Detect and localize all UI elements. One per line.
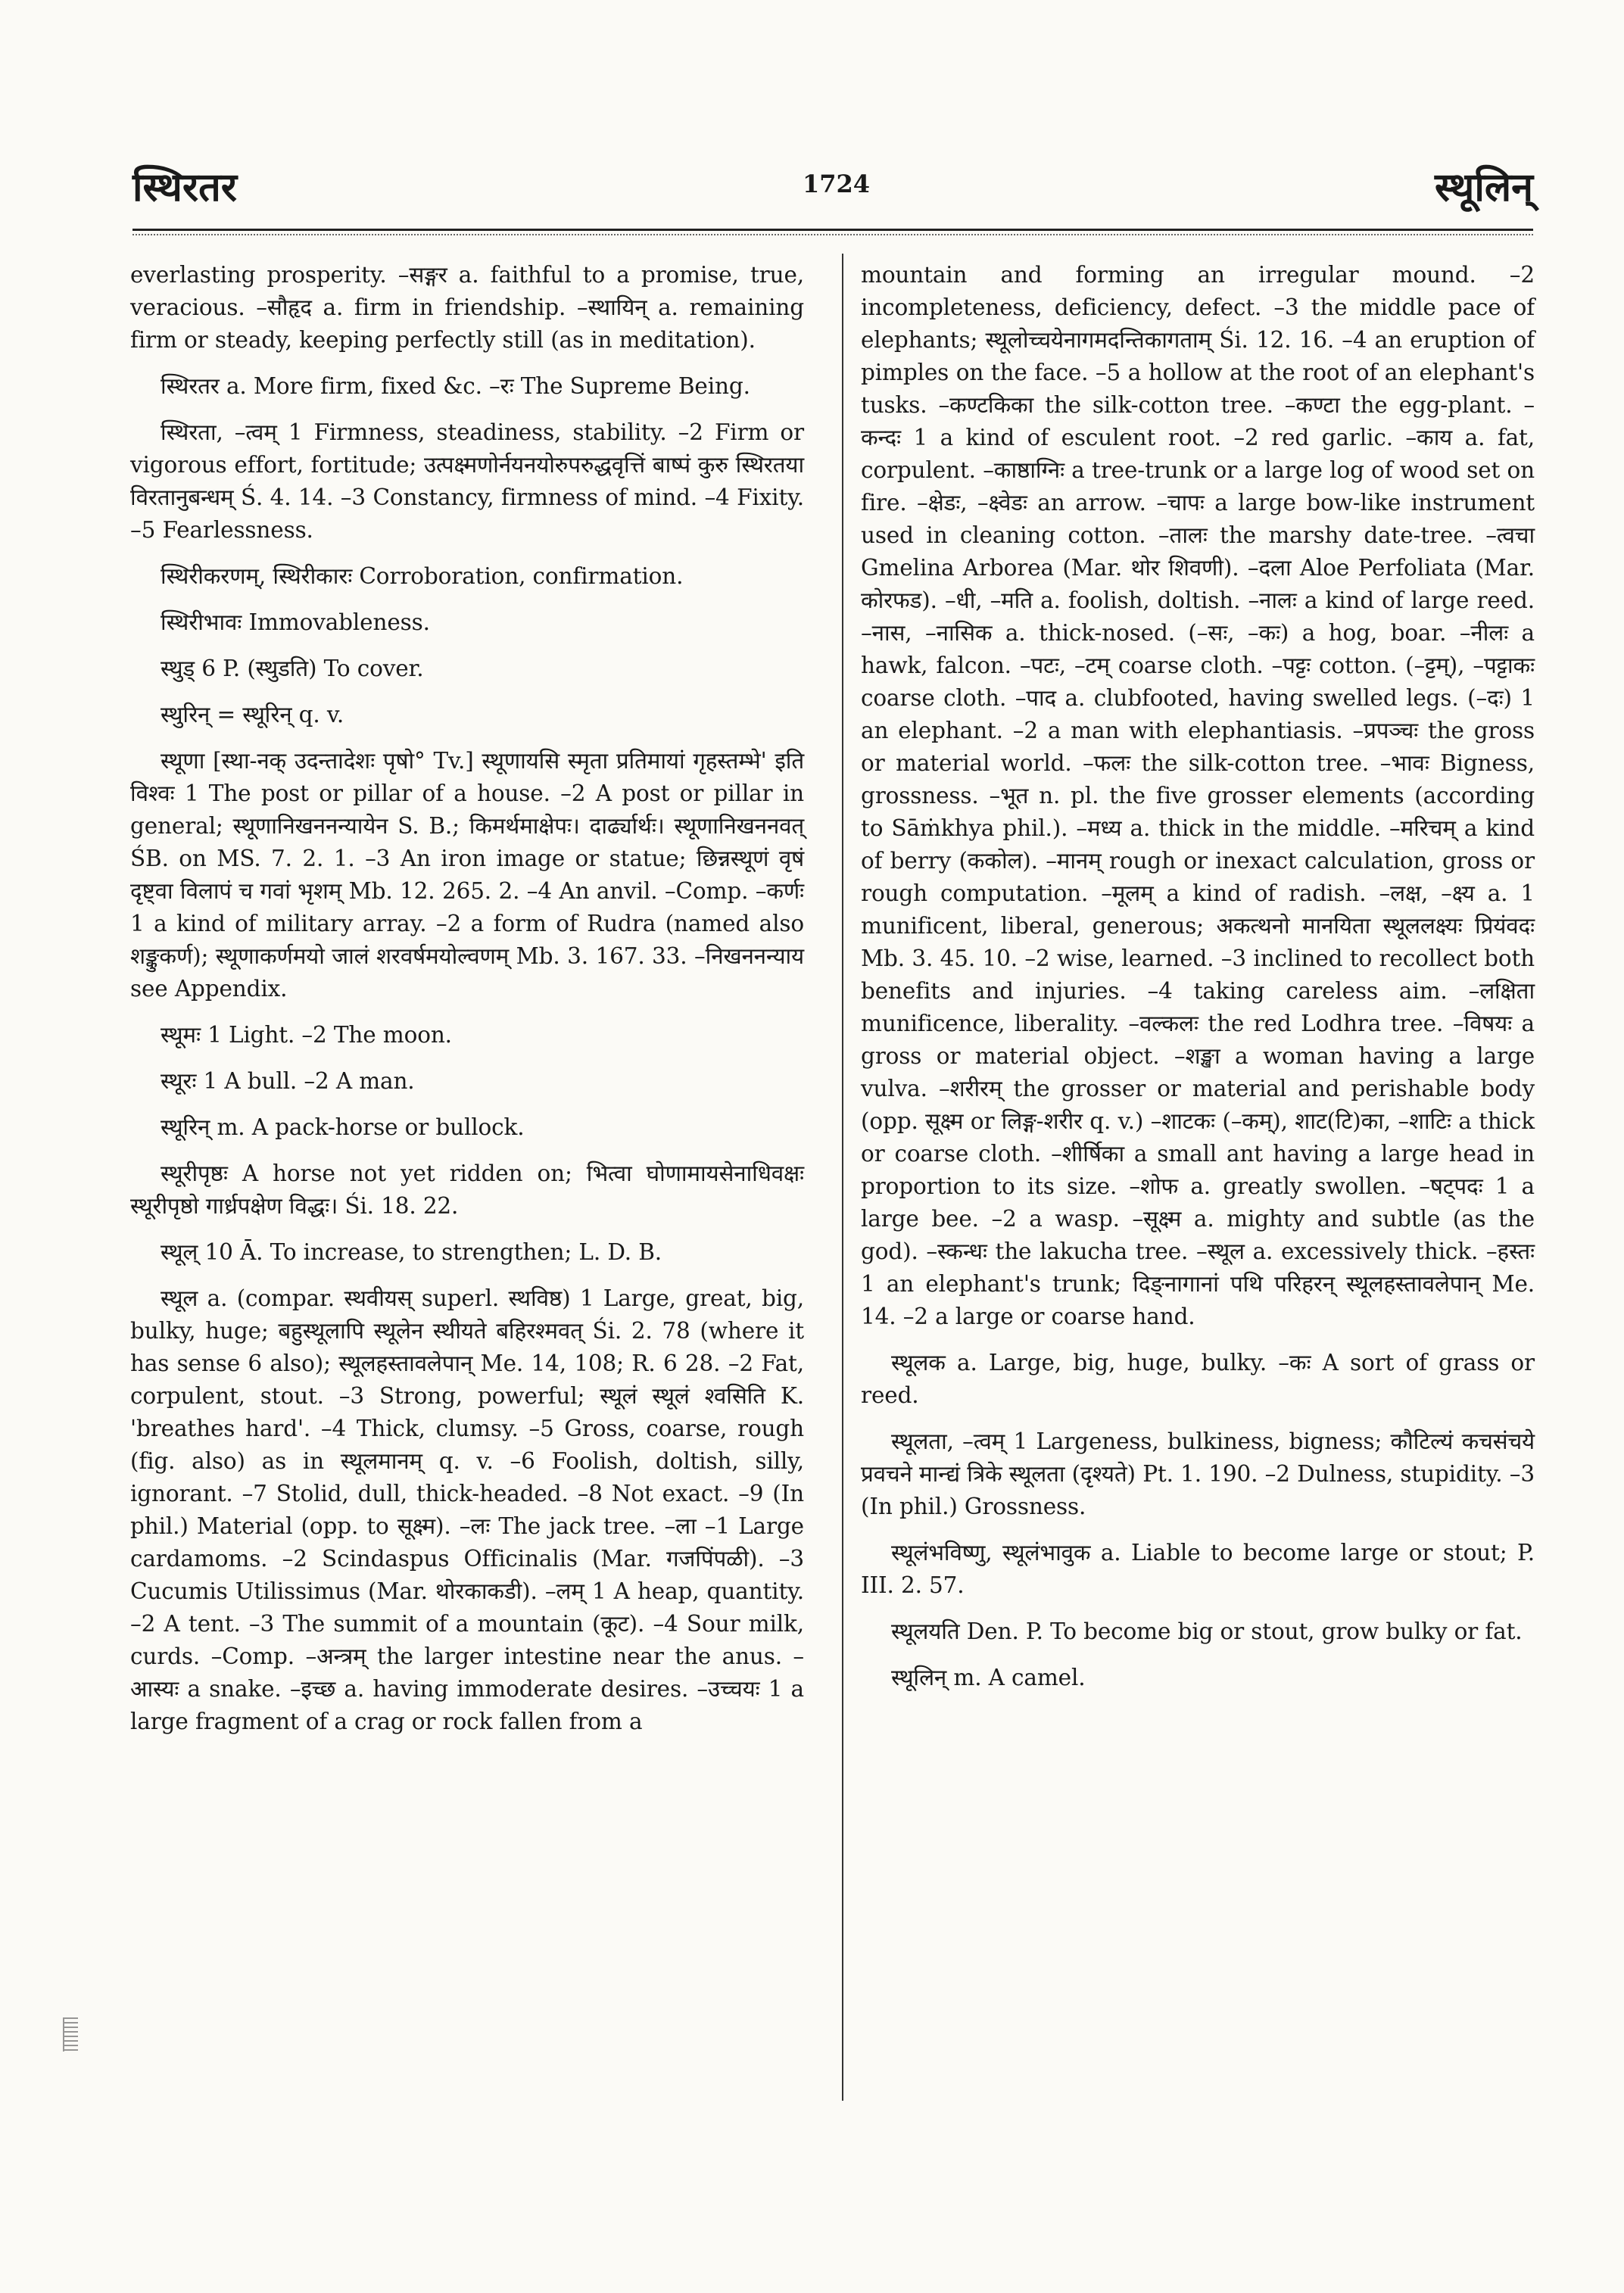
- dictionary-entry: स्थूलंभविष्णु, स्थूलंभावुक a. Liable to become large or stout; P. III. 2. 57.: [861, 1540, 1535, 1598]
- dictionary-entry: स्थिरतर a. More firm, fixed &c. –रः The Supreme Being.: [161, 373, 750, 399]
- dictionary-entry: स्थिरता, –त्वम् 1 Firmness, steadiness, stability. –2 Firm or vigorous effort, fortitude; उत्पक्ष्मणोर्नयनयोरुपरुद्धवृत्तिं बाष्पं कुरु स्थिरतया विरतानुबन्धम् Ś. 4. 14. –3 Constancy, firmness of mind. –4 Fixity. –5 Fearlessness.: [130, 419, 804, 543]
- page-number: 1724: [803, 170, 871, 198]
- dictionary-entry: स्थूल् 10 Ā. To increase, to strengthen; L. D. B.: [161, 1239, 662, 1265]
- page-header: [132, 159, 1533, 220]
- dictionary-entry: स्थूरः 1 A bull. –2 A man.: [161, 1068, 415, 1094]
- dictionary-entry: स्थूरिन् m. A pack-horse or bullock.: [161, 1114, 525, 1140]
- dictionary-entry: स्थूलिन् m. A camel.: [891, 1665, 1086, 1690]
- dictionary-entry: स्थूलयति Den. P. To become big or stout, grow bulky or fat.: [891, 1618, 1523, 1644]
- column-divider: [842, 254, 843, 2101]
- dictionary-entry: स्थूलता, –त्वम् 1 Largeness, bulkiness, bigness; कौटिल्यं कचसंचये प्रवचने मान्द्यं त्रिके स्थूलता (दृश्यते) Pt. 1. 190. –2 Dulness, stupidity. –3 (In phil.) Grossness.: [861, 1428, 1535, 1519]
- left-column: [130, 259, 804, 1752]
- dictionary-entry: स्थुड् 6 P. (स्थुडति) To cover.: [161, 656, 424, 681]
- dictionary-entry: स्थूल a. (compar. स्थवीयस् superl. स्थविष्ठ) 1 Large, great, big, bulky, huge; बहुस्थूलापि स्थूलेन स्थीयते बहिरश्मवत् Śi. 2. 78 (where it has sense 6 also); स्थूलहस्तावलेपान् Me. 14, 108; R. 6 28. –2 Fat, corpulent, stout. –3 Strong, powerful; स्थूलं स्थूलं श्वसिति K. 'breathes hard'. –4 Thick, clumsy. –5 Gross, coarse, rough (fig. also) as in स्थूलमानम् q. v. –6 Foolish, doltish, silly, ignorant. –7 Stolid, dull, thick-headed. –8 Not exact. –9 (In phil.) Material (opp. to सूक्ष्म). –लः The jack tree. –ला –1 Large cardamoms. –2 Scindaspus Officinalis (Mar. गजपिंपळी). –3 Cucumis Utilissimus (Mar. थोरकाकडी). –लम् 1 A heap, quantity. –2 A tent. –3 The summit of a mountain (कूट). –4 Sour milk, curds. –Comp. –अन्त्रम् the larger intestine near the anus. –आस्यः a snake. –इच्छ a. having immoderate desires. –उच्चयः 1 a large fragment of a crag or rock fallen from a: [130, 1285, 804, 1734]
- dictionary-entry: mountain and forming an irregular mound. –2 incompleteness, deficiency, defect. –3 the middle pace of elephants; स्थूलोच्चयेनागमदन्तिकागताम् Śi. 12. 16. –4 an eruption of pimples on the face. –5 a hollow at the root of an elephant's tusks. –कण्टकिका the silk-cotton tree. –कण्टा the egg-plant. –कन्दः 1 a kind of esculent root. –2 red garlic. –काय a. fat, corpulent. –काष्ठाग्निः a tree-trunk or a large log of wood set on fire. –क्षेडः, –क्ष्वेडः an arrow. –चापः a large bow-like instrument used in cleaning cotton. –तालः the marshy date-tree. –त्वचा Gmelina Arborea (Mar. थोर शिवणी). –दला Aloe Perfoliata (Mar. कोरफड). –धी, –मति a. foolish, doltish. –नालः a kind of large reed. –नास, –नासिक a. thick-nosed. (–सः, –कः) a hog, boar. –नीलः a hawk, falcon. –पटः, –टम् coarse cloth. –पट्टः cotton. (–ट्टम्), –पट्टाकः coarse cloth. –पाद a. clubfooted, having swelled legs. (–दः) 1 an elephant. –2 a man with elephantiasis. –प्रपञ्चः the gross or material world. –फलः the silk-cotton tree. –भावः Bigness, grossness. –भूत n. pl. the five grosser elements (according to Sāṁkhya phil.). –मध्य a. thick in the middle. –मरिचम् a kind of berry (ककोल). –मानम् rough or inexact calculation, gross or rough computation. –मूलम् a kind of radish. –लक्ष, –क्ष्य a. 1 munificent, liberal, generous; अकत्थनो मानयिता स्थूललक्ष्यः प्रियंवदः Mb. 3. 45. 10. –2 wise, learned. –3 inclined to recollect both benefits and injuries. –4 taking careless aim. –लक्षिता munificence, liberality. –वल्कलः the red Lodhra tree. –विषयः a gross or material object. –शङ्खा a woman having a large vulva. –शरीरम् the grosser or material and perishable body (opp. सूक्ष्म or लिङ्ग-शरीर q. v.) –शाटकः (–कम्), शाट(टि)का, –शाटिः a thick or coarse cloth. –शीर्षिका a small ant having a large head in proportion to its size. –शोफ a. greatly swollen. –षट्पदः 1 a large bee. –2 a wasp. –सूक्ष्म a. mighty and subtle (as the god). –स्कन्धः the lakucha tree. –स्थूल a. excessively thick. –हस्तः 1 an elephant's trunk; दिङ्नागानां पथि परिहरन् स्थूलहस्तावलेपान् Me. 14. –2 a large or coarse hand.: [861, 262, 1535, 1329]
- dictionary-entry: स्थिरीभावः Immovableness.: [161, 609, 430, 635]
- right-column: [861, 259, 1535, 1708]
- left-running-headword: स्थिरतर: [132, 164, 238, 210]
- margin-tick-marks: [63, 2017, 78, 2052]
- dictionary-entry: स्थूलक a. Large, big, huge, bulky. –कः A sort of grass or reed.: [861, 1350, 1535, 1408]
- dictionary-entry: स्थुरिन् = स्थूरिन् q. v.: [161, 702, 344, 727]
- dictionary-entry: स्थूणा [स्था-नक् उदन्तादेशः पृषो° Tv.] स्थूणायसि स्मृता प्रतिमायां गृहस्तम्भे' इति विश्वः 1 The post or pillar of a house. –2 A post or pillar in general; स्थूणानिखननन्यायेन S. B.; किमर्थमाक्षेपः। दार्ढ्यार्थः। स्थूणानिखननवत् ŚB. on MS. 7. 2. 1. –3 An iron image or statue; छिन्नस्थूणं वृषं दृष्ट्वा विलापं च गवां भृशम् Mb. 12. 265. 2. –4 An anvil. –Comp. –कर्णः 1 a kind of military array. –2 a form of Rudra (named also शङ्कुकर्ण); स्थूणाकर्णमयो जालं शरवर्षमयोल्वणम् Mb. 3. 167. 33. –निखननन्याय see Appendix.: [130, 748, 804, 1002]
- dictionary-entry: स्थूरीपृष्ठः A horse not yet ridden on; भित्वा घोणामायसेनाधिवक्षः स्थूरीपृष्ठो गार्ध्रपक्षेण विद्धः। Śi. 18. 22.: [130, 1161, 804, 1219]
- dictionary-entry: स्थूमः 1 Light. –2 The moon.: [161, 1022, 452, 1048]
- header-rule: [132, 229, 1533, 235]
- dictionary-entry: स्थिरीकरणम्, स्थिरीकारः Corroboration, confirmation.: [161, 563, 684, 589]
- right-running-headword: स्थूलिन्: [1434, 164, 1533, 210]
- dictionary-entry: everlasting prosperity. –सङ्गर a. faithful to a promise, true, veracious. –सौहृद a. firm in friendship. –स्थायिन् a. remaining firm or steady, keeping perfectly still (as in meditation).: [130, 262, 804, 353]
